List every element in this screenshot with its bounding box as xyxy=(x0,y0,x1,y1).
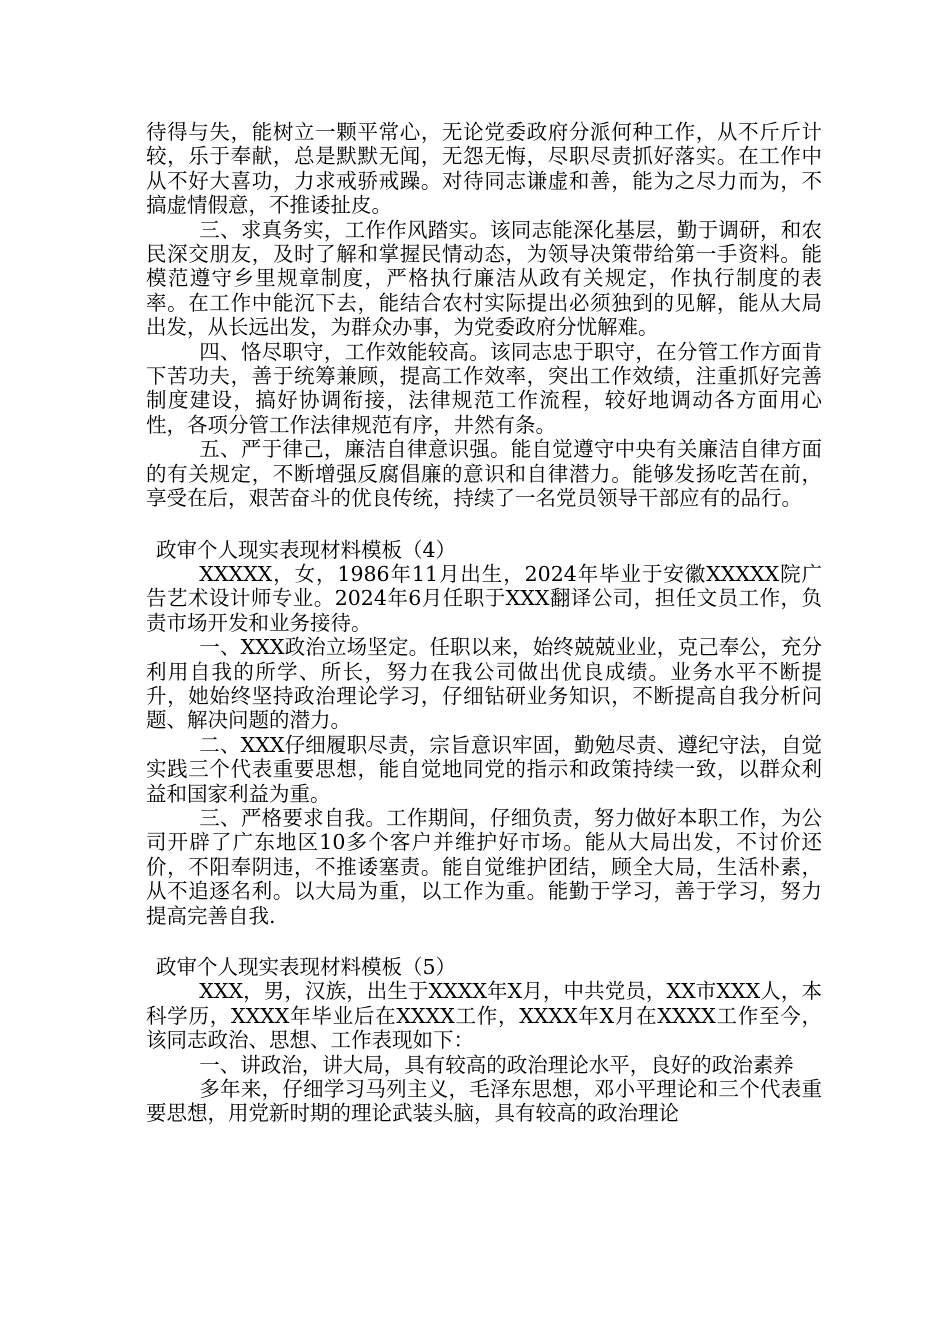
body-paragraph: 五、严于律己，廉洁自律意识强。能自觉遵守中央有关廉洁自律方面的有关规定，不断增强反腐倡廉的意识和自律潜力。能够发扬吃苦在前，享受在后，艰苦奋斗的优良传统，持续了一名党员领导干部应有的品行。 xyxy=(146,437,822,511)
body-paragraph: 待得与失，能树立一颗平常心，无论党委政府分派何种工作，从不斤斤计较，乐于奉献，总是默默无闻，无怨无悔，尽职尽责抓好落实。在工作中从不好大喜功，力求戒骄戒躁。对待同志谦虚和善，能为之尽力而为，不搞虚情假意，不推诿扯皮。 xyxy=(146,120,822,218)
section-heading: 政审个人现实表现材料模板（5） xyxy=(156,955,457,979)
document-page xyxy=(146,120,822,1126)
body-paragraph: XXXXX，女，1986年11月出生，2024年毕业于安徽XXXXX院广告艺术设计师专业。2024年6月任职于XXX翻译公司，担任文员工作，负责市场开发和业务接待。 xyxy=(146,561,822,635)
body-paragraph: 四、恪尽职守，工作效能较高。该同志忠于职守，在分管工作方面肯下苦功夫，善于统筹兼顾，提高工作效率，突出工作效绩，注重抓好完善制度建设，搞好协调衔接，法律规范工作流程，较好地调动各方面用心性，各项分管工作法律规范有序，井然有条。 xyxy=(146,339,822,437)
section-heading: 政审个人现实表现材料模板（4） xyxy=(156,537,457,562)
body-paragraph: 三、严格要求自我。工作期间，仔细负责，努力做好本职工作，为公司开辟了广东地区10多个客户并维护好市场。能从大局出发，不讨价还价，不阳奉阴违，不推诿塞责。能自觉维护团结，顾全大局，生活朴素，从不追逐名利。以大局为重，以工作为重。能勤于学习，善于学习，努力提高完善自我. xyxy=(146,805,822,928)
body-paragraph: 一、XXX政治立场坚定。任职以来，始终兢兢业业，克己奉公，充分利用自我的所学、所长，努力在我公司做出优良成绩。业务水平不断提升，她始终坚持政治理论学习，仔细钻研业务知识，不断提高自我分析问题、解决问题的潜力。 xyxy=(146,635,822,733)
body-paragraph: 多年来，仔细学习马列主义，毛泽东思想，邓小平理论和三个代表重要思想，用党新时期的理论武装头脑，具有较高的政治理论 xyxy=(146,1077,822,1126)
body-paragraph: 三、求真务实，工作作风踏实。该同志能深化基层，勤于调研，和农民深交朋友，及时了解和掌握民情动态，为领导决策带给第一手资料。能模范遵守乡里规章制度，严格执行廉洁从政有关规定，作执行制度的表率。在工作中能沉下去，能结合农村实际提出必须独到的见解，能从大局出发，从长远出发，为群众办事，为党委政府分忧解难。 xyxy=(146,217,822,340)
body-paragraph: 一、讲政治，讲大局，具有较高的政治理论水平，良好的政治素养 xyxy=(199,1052,794,1077)
body-paragraph: XXX，男，汉族，出生于XXXX年X月，中共党员，XX市XXX人，本科学历，XXXX年毕业后在XXXX工作，XXXX年X月在XXXX工作至今，该同志政治、思想、工作表现如下： xyxy=(146,979,822,1053)
body-paragraph: 二、XXX仔细履职尽责，宗旨意识牢固，勤勉尽责、遵纪守法，自觉实践三个代表重要思想，能自觉地同党的指示和政策持续一致，以群众利益和国家利益为重。 xyxy=(146,732,822,806)
